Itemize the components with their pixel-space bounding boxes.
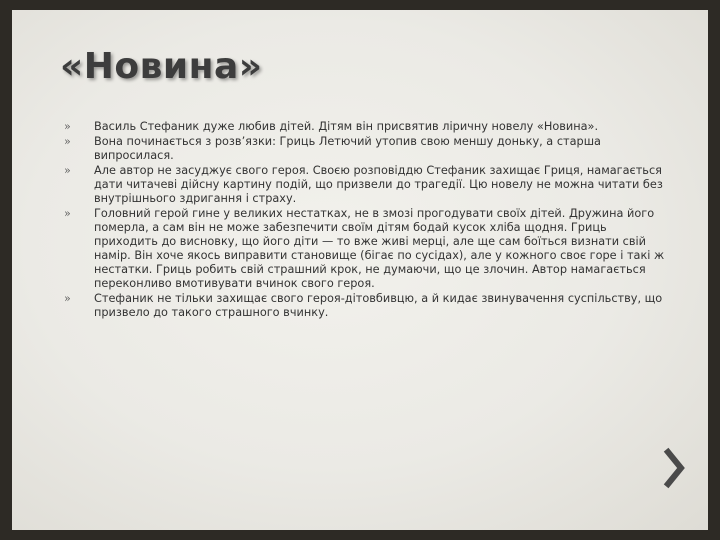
chevron-right-icon <box>660 446 688 490</box>
bullet-marker: » <box>64 207 71 220</box>
bullet-text: Василь Стефаник дуже любив дітей. Дітям він присвятив ліричну новелу «Новина». <box>94 120 599 133</box>
bullet-list <box>64 120 670 321</box>
bullet-text: Стефаник не тільки захищає свого героя-дітовбивцю, а й кидає звинувачення суспільству, що призвело до такого страшного вчинку. <box>94 292 663 319</box>
bullet-text: Але автор не засуджує свого героя. Своєю розповіддю Стефаник захищає Гриця, намагається дати читачеві дійсну картину подій, що призвели до трагедії. Цю новелу не можна читати без внутрішнього здригання і страху. <box>94 164 663 205</box>
bullet-text: Вона починається з розв’язки: Гриць Летючий утопив свою меншу доньку, а старша випросилася. <box>94 135 601 162</box>
slide-title: «Новина» <box>60 46 263 87</box>
bullet-marker: » <box>64 164 71 177</box>
next-slide-button[interactable] <box>660 446 688 490</box>
bullet-item <box>64 120 670 134</box>
bullet-item <box>64 207 670 291</box>
bullet-item <box>64 164 670 206</box>
bullet-marker: » <box>64 120 71 133</box>
bullet-marker: » <box>64 292 71 305</box>
bullet-item <box>64 292 670 320</box>
bullet-marker: » <box>64 135 71 148</box>
bullet-text: Головний герой гине у великих нестатках, не в змозі прогодувати своїх дітей. Дружина його померла, а сам він не може забезпечити своїм дітям бодай кусок хліба щодня. Гриць приходить до висновку, що його діти — то вже живі мерці, але ще сам боїться визнати свій намір. Він хоче якось виправити становище (бігає по сусідах), але у кожного своє горе і такі ж нестатки. Гриць робить свій страшний крок, не думаючи, що це злочин. Автор намагається переконливо вмотивувати вчинок свого героя. <box>94 207 665 290</box>
bullet-item <box>64 135 670 163</box>
